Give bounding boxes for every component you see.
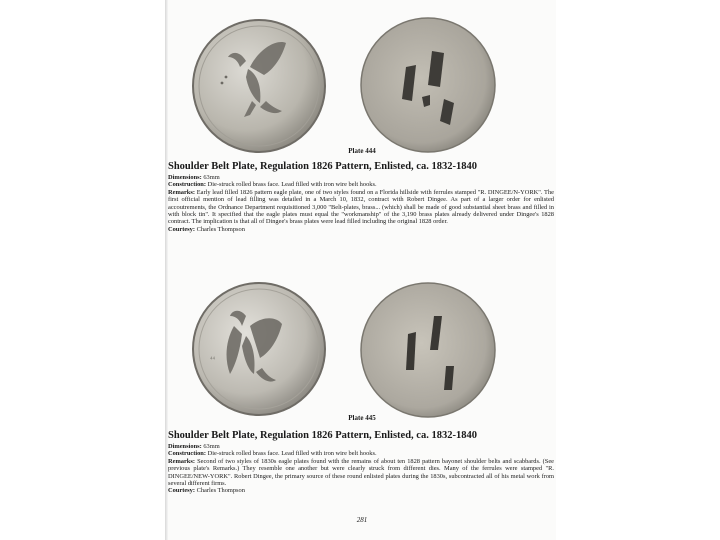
plate-445-title: Shoulder Belt Plate, Regulation 1826 Pattern, Enlisted, ca. 1832-1840: [168, 430, 477, 441]
plate-444-caption: Plate 444: [348, 147, 376, 155]
dimensions-label: Dimensions:: [168, 443, 202, 450]
remarks-label: Remarks:: [168, 188, 195, 196]
remarks-text: Early lead filled 1826 pattern eagle plate, one of two styles found on a Florida hillside with ferrules stamped "R. DINGEE/N-YORK". The first official mention of lead filling was detailed in a March 10, 1832, contract with Robert Dingee. As part of a larger order for enlisted accoutrements, the Ordnance Department requisitioned 3,000 "Belt-plates, brass... (which) shall be made of good substantial sheet brass and filled in with block tin". It specified that the eagle plates must equal the "workmanship" of the 3,190 brass plates already delivered under Dingee's 1828 contract. The implication is that all of Dingee's brass plates were lead filled including the original 1828 order.: [168, 188, 554, 226]
construction-label: Construction:: [168, 450, 206, 458]
remarks-label: Remarks:: [168, 457, 195, 465]
plate-445-caption: Plate 445: [348, 414, 376, 422]
remarks-text: Second of two styles of 1830s eagle plates found with the remains of about ten 1828 pattern bayonet shoulder belts and scabbards. (See previous plate's Remarks.) They resemble one another but were clearly struck from different dies. Many of the ferrules were stamped "R. DINGEE/NEW-YORK". Robert Dingee, the primary source of these round enlisted plates during the 1830s, subcontracted all of his metal work from several different firms.: [168, 457, 554, 488]
construction-text: Die-struck rolled brass face. Lead filled with iron wire belt hooks.: [207, 181, 377, 189]
plate-445-entry: [168, 430, 554, 495]
plate-445-front-photo: [190, 280, 328, 418]
plate-444-front-photo: [190, 17, 328, 155]
svg-text:₄₄: ₄₄: [210, 352, 215, 360]
courtesy-label: Courtesy:: [168, 487, 195, 495]
left-margin: [0, 0, 170, 540]
page-number: 281: [356, 516, 368, 524]
courtesy-text: Charles Thompson: [196, 487, 245, 495]
dimensions-value: 63mm: [203, 443, 220, 450]
dimensions-label: Dimensions:: [168, 174, 202, 181]
construction-label: Construction:: [168, 181, 206, 189]
plate-444-entry: [168, 161, 554, 233]
courtesy-text: Charles Thompson: [196, 225, 245, 233]
plate-444-title: Shoulder Belt Plate, Regulation 1826 Pattern, Enlisted, ca. 1832-1840: [168, 161, 477, 172]
dimensions-value: 63mm: [203, 174, 220, 181]
plate-444-back-photo: [358, 15, 498, 155]
courtesy-label: Courtesy:: [168, 225, 195, 233]
construction-text: Die-struck rolled brass face. Lead filled with iron wire belt hooks.: [207, 450, 377, 458]
plate-445-back-photo: [358, 280, 498, 420]
right-margin: [556, 0, 720, 540]
